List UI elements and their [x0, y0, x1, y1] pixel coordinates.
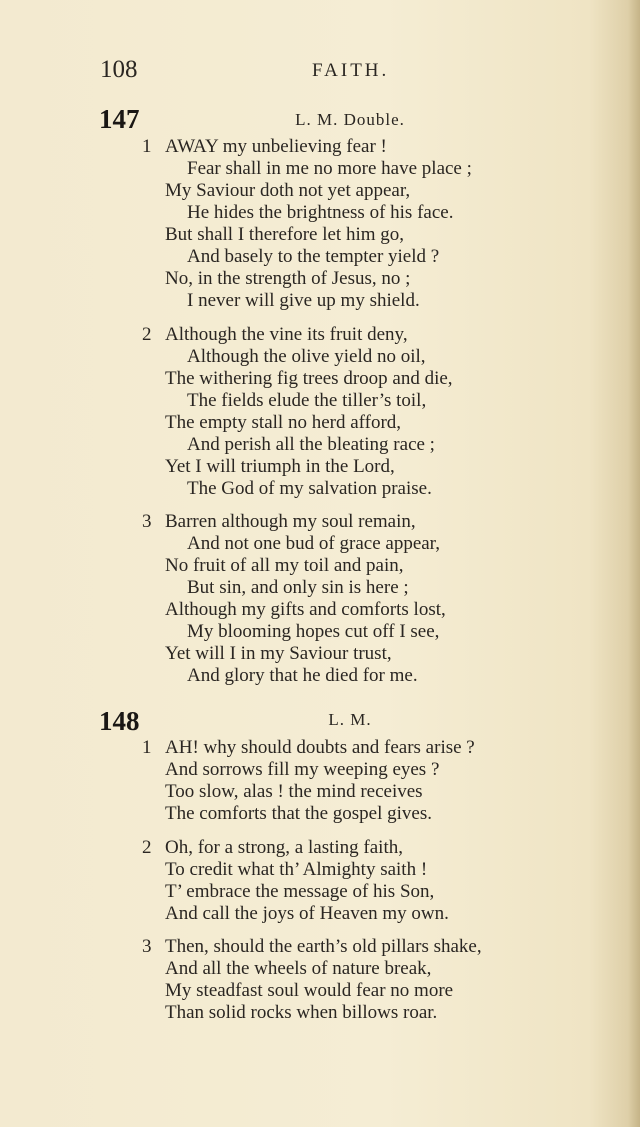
- verse-line: Yet I will triumph in the Lord,: [165, 456, 395, 477]
- verse-line: He hides the brightness of his face.: [187, 202, 454, 223]
- stanza-number: 2: [142, 837, 152, 858]
- verse-line: Although my gifts and comforts lost,: [165, 599, 446, 620]
- verse-line: And perish all the bleating race ;: [187, 434, 435, 455]
- hymn-meter: L. M. Double.: [295, 110, 405, 129]
- stanza-number: 1: [142, 136, 152, 157]
- verse-line: No fruit of all my toil and pain,: [165, 555, 404, 576]
- verse-line: But sin, and only sin is here ;: [187, 577, 409, 598]
- verse-line: I never will give up my shield.: [187, 290, 420, 311]
- stanza-number: 3: [142, 511, 152, 532]
- verse-line: And basely to the tempter yield ?: [187, 246, 440, 267]
- verse-line: AWAY my unbelieving fear !: [165, 136, 387, 157]
- verse-line: Barren although my soul remain,: [165, 511, 416, 532]
- verse-line: My steadfast soul would fear no more: [165, 980, 454, 1001]
- verse-line: And all the wheels of nature break,: [165, 958, 432, 979]
- verse-line: The withering fig trees droop and die,: [165, 368, 453, 389]
- running-title: FAITH.: [312, 60, 390, 81]
- verse-line: My Saviour doth not yet appear,: [165, 180, 411, 201]
- stanza-number: 3: [142, 936, 152, 957]
- verse-line: To credit what th’ Almighty saith !: [165, 859, 428, 880]
- verse-line: Than solid rocks when billows roar.: [165, 1002, 438, 1023]
- page-edge-shadow: [628, 0, 640, 1127]
- verse-line: Although the vine its fruit deny,: [165, 324, 408, 345]
- hymn-number: 148: [99, 706, 140, 736]
- verse-line: And glory that he died for me.: [187, 665, 418, 686]
- verse-line: And call the joys of Heaven my own.: [165, 903, 449, 924]
- verse-line: Too slow, alas ! the mind receives: [165, 781, 423, 802]
- verse-line: And not one bud of grace appear,: [187, 533, 441, 554]
- verse-line: My blooming hopes cut off I see,: [187, 621, 440, 642]
- verse-line: AH! why should doubts and fears arise ?: [165, 737, 475, 758]
- verse-line: The fields elude the tiller’s toil,: [187, 390, 427, 411]
- hymn-number: 147: [99, 104, 140, 134]
- verse-line: Although the olive yield no oil,: [187, 346, 426, 367]
- verse-line: And sorrows fill my weeping eyes ?: [165, 759, 440, 780]
- verse-line: The empty stall no herd afford,: [165, 412, 402, 433]
- stanza-number: 1: [142, 737, 152, 758]
- verse-line: Yet will I in my Saviour trust,: [165, 643, 392, 664]
- verse-line: But shall I therefore let him go,: [165, 224, 405, 245]
- verse-line: The God of my salvation praise.: [187, 478, 432, 499]
- hymn-meter: L. M.: [328, 710, 372, 729]
- page-header: [0, 56, 640, 86]
- verse-line: Oh, for a strong, a lasting faith,: [165, 837, 403, 858]
- verse-line: Then, should the earth’s old pillars shake,: [165, 936, 482, 957]
- verse-line: T’ embrace the message of his Son,: [165, 881, 435, 902]
- verse-line: The comforts that the gospel gives.: [165, 803, 432, 824]
- page-number: 108: [100, 56, 138, 83]
- stanza-number: 2: [142, 324, 152, 345]
- verse-line: Fear shall in me no more have place ;: [187, 158, 472, 179]
- verse-line: No, in the strength of Jesus, no ;: [165, 268, 411, 289]
